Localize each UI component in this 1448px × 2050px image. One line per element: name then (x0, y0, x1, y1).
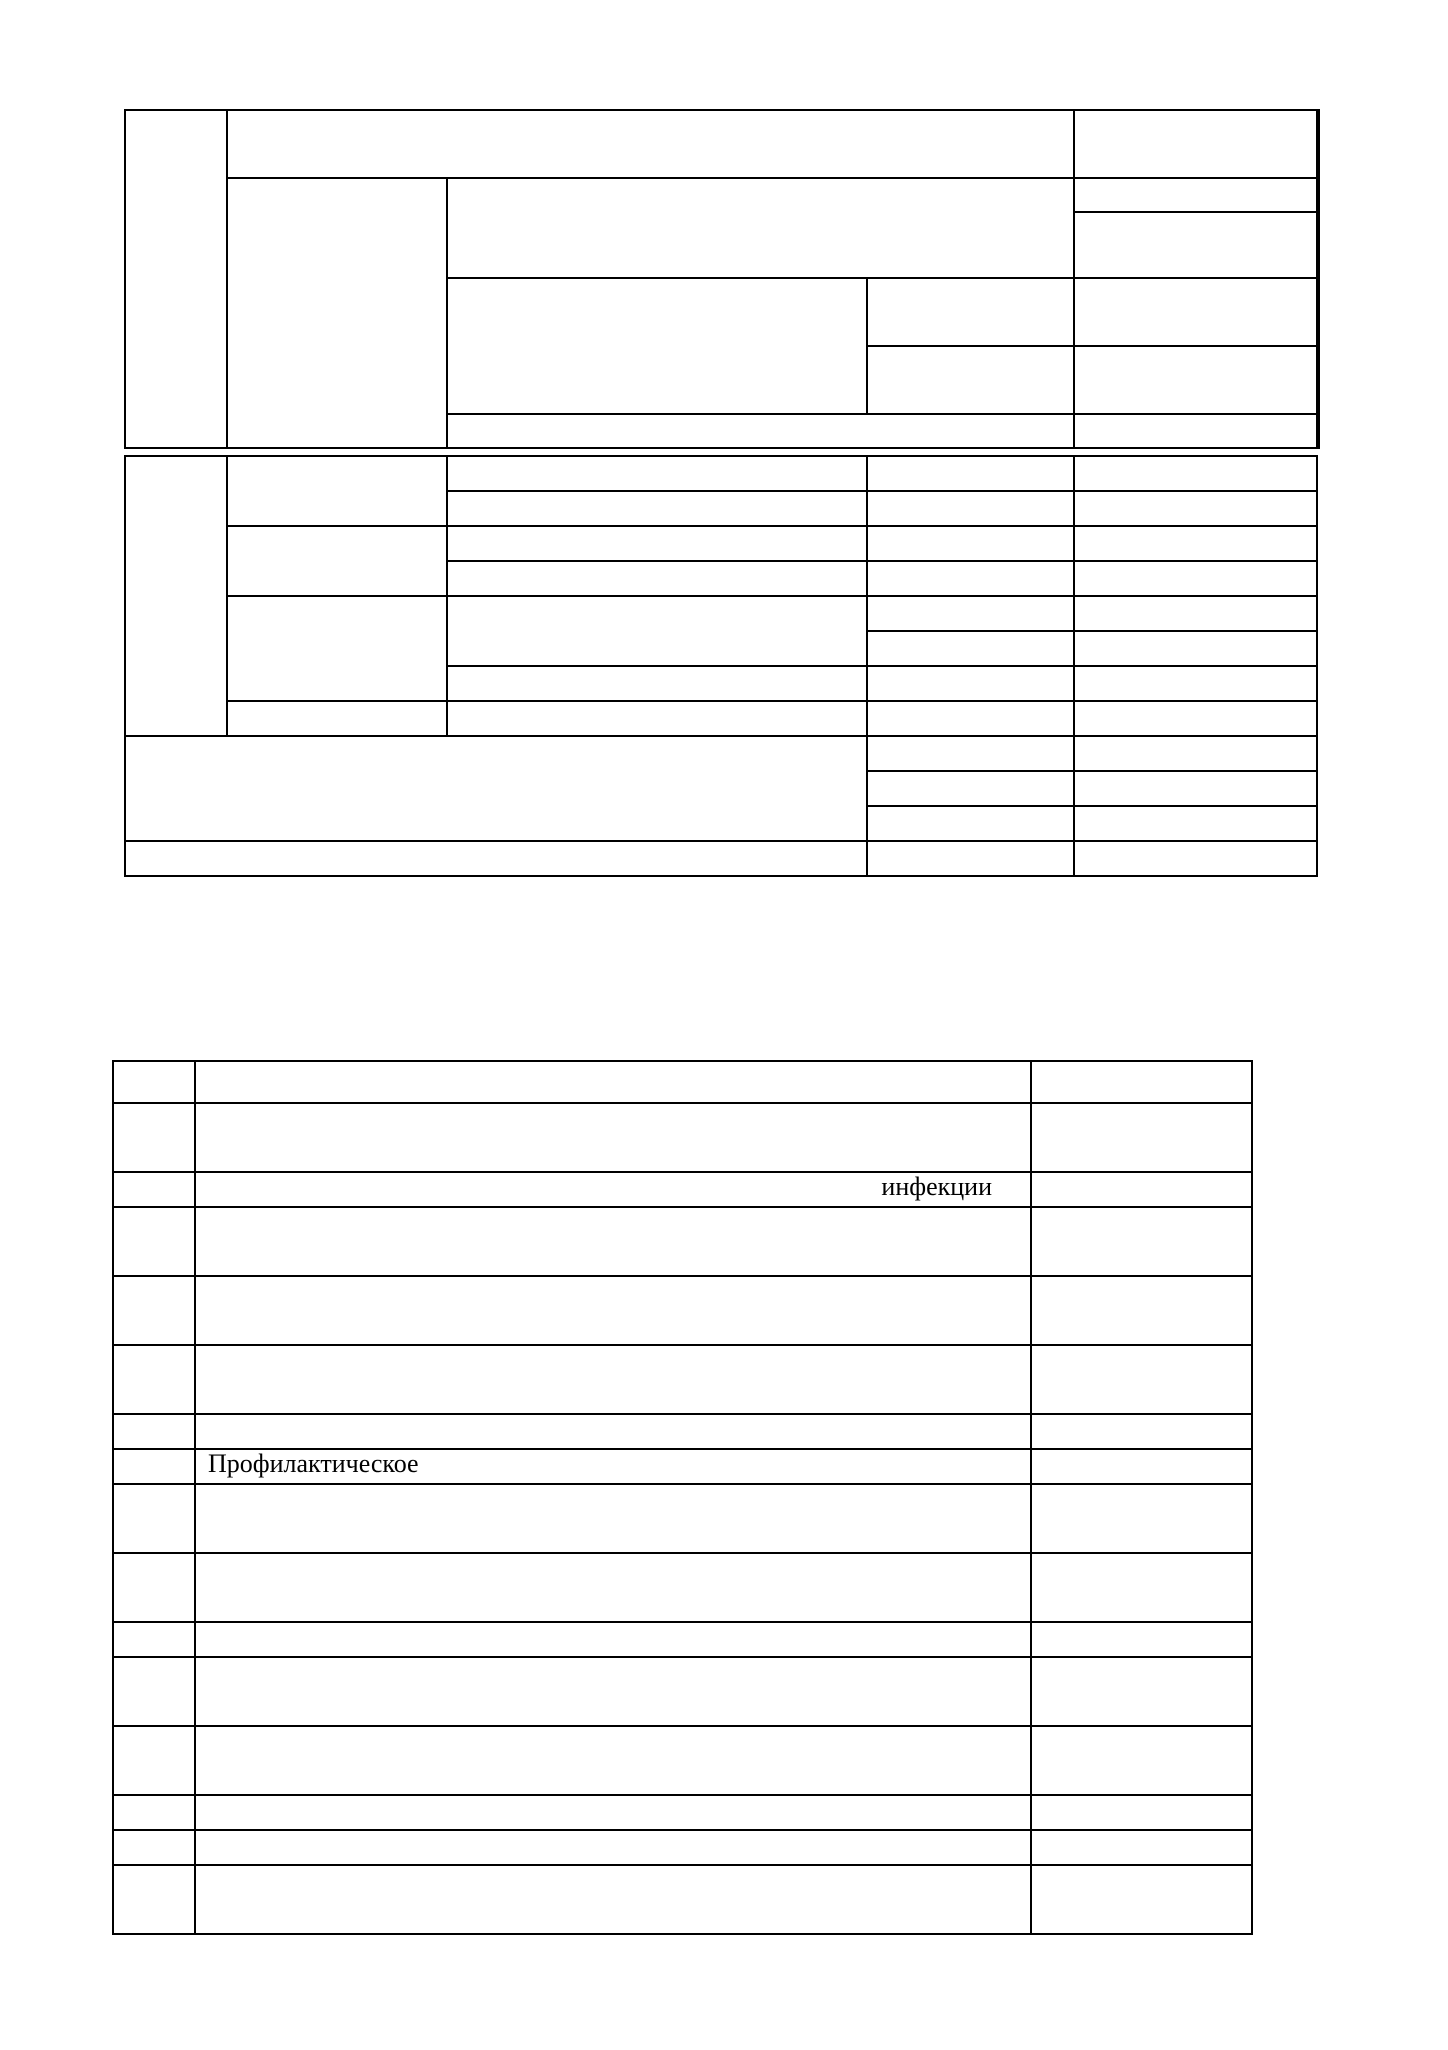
table1-cell (1074, 701, 1317, 736)
table2-cell (113, 1172, 195, 1207)
table1-cell (447, 666, 867, 701)
table2-cell (113, 1865, 195, 1934)
table2-cell (195, 1830, 1031, 1865)
table1-cell (1074, 771, 1317, 806)
table1-cell (1074, 212, 1317, 278)
table2-cell (1031, 1449, 1252, 1484)
table2-cell (195, 1657, 1031, 1726)
lower-table (112, 1060, 1253, 1935)
table1-cell (1317, 278, 1319, 346)
table2-cell (1031, 1103, 1252, 1172)
table2-cell (1031, 1172, 1252, 1207)
table1-cell (227, 526, 447, 596)
table1-cell (867, 491, 1074, 526)
table1-cell (1074, 414, 1317, 448)
table2-cell (113, 1726, 195, 1795)
table2-cell (1031, 1865, 1252, 1934)
table2-cell (1031, 1345, 1252, 1414)
table1-cell (1074, 806, 1317, 841)
table2-cell (195, 1061, 1031, 1103)
table1-cell (867, 666, 1074, 701)
table1-cell (447, 561, 867, 596)
table1-cell (867, 806, 1074, 841)
table1-cell (447, 278, 867, 414)
table1-cell (1074, 456, 1317, 491)
table2-cell (1031, 1830, 1252, 1865)
table2-cell (195, 1795, 1031, 1830)
table1-cell (1074, 561, 1317, 596)
table2-cell (113, 1657, 195, 1726)
table2-cell (1031, 1484, 1252, 1553)
table2-cell (195, 1865, 1031, 1934)
table1-cell (1317, 178, 1319, 212)
table2-cell (113, 1061, 195, 1103)
table1-cell (1074, 666, 1317, 701)
table1-cell (867, 701, 1074, 736)
table2-cell (195, 1414, 1031, 1449)
table1-cell (1074, 841, 1317, 876)
table1-cell (867, 841, 1074, 876)
table2-cell (1031, 1726, 1252, 1795)
row-text: Профилактическое (208, 1449, 419, 1478)
table1-cell (447, 701, 867, 736)
table1-cell (447, 526, 867, 561)
table2-cell (1031, 1622, 1252, 1657)
table1-cell (125, 736, 867, 841)
table2-cell (195, 1622, 1031, 1657)
table1-cell (867, 631, 1074, 666)
table2-cell (195, 1103, 1031, 1172)
table1-cell (867, 561, 1074, 596)
table1-cell (1317, 414, 1319, 448)
table1-cell (447, 491, 867, 526)
table2-cell (113, 1276, 195, 1345)
table1-cell (867, 526, 1074, 561)
table1-cell (227, 596, 447, 701)
table2-cell (113, 1830, 195, 1865)
table2-cell (1031, 1061, 1252, 1103)
table1-cell (1074, 178, 1317, 212)
table1-cell (125, 456, 227, 736)
table1-cell (447, 178, 1074, 278)
table2-cell (1031, 1795, 1252, 1830)
table1-cell (1074, 346, 1317, 414)
table2-cell (113, 1449, 195, 1484)
table2-cell (113, 1484, 195, 1553)
table1-cell (1317, 346, 1319, 414)
table1-cell (867, 346, 1074, 414)
table1-cell (1317, 110, 1319, 178)
table1-cell (867, 771, 1074, 806)
table1-cell (125, 841, 867, 876)
table2-cell (195, 1207, 1031, 1276)
table1-cell (1074, 736, 1317, 771)
table1-cell (125, 110, 227, 448)
table2-cell (113, 1345, 195, 1414)
table2-cell (113, 1622, 195, 1657)
table1-cell (867, 456, 1074, 491)
table1-cell (867, 736, 1074, 771)
table1-cell (227, 456, 447, 526)
table2-cell (1031, 1414, 1252, 1449)
table2-cell (1031, 1553, 1252, 1622)
table1-cell (867, 596, 1074, 631)
upper-table-lower-block (124, 455, 1318, 877)
table1-cell (447, 456, 867, 491)
table2-cell (113, 1553, 195, 1622)
table1-cell (1074, 631, 1317, 666)
table1-cell (1074, 110, 1317, 178)
table2-cell (113, 1103, 195, 1172)
table1-cell (1074, 596, 1317, 631)
row-text: инфекции (881, 1172, 992, 1201)
table1-cell (1317, 212, 1319, 278)
table2-cell (1031, 1207, 1252, 1276)
table2-cell (113, 1207, 195, 1276)
table1-cell (867, 278, 1074, 346)
table1-cell (1074, 526, 1317, 561)
table1-cell (1074, 278, 1317, 346)
table2-cell (195, 1276, 1031, 1345)
table1-cell (447, 414, 1074, 448)
table2-cell (1031, 1657, 1252, 1726)
table2-cell (113, 1795, 195, 1830)
table1-cell (1074, 491, 1317, 526)
table1-cell (227, 110, 1074, 178)
upper-table (124, 109, 1320, 449)
table2-cell (195, 1726, 1031, 1795)
table2-cell (1031, 1276, 1252, 1345)
table2-cell (195, 1484, 1031, 1553)
table2-cell (195, 1553, 1031, 1622)
table2-text-cell (195, 1172, 1031, 1207)
table2-cell (113, 1414, 195, 1449)
table1-cell (227, 178, 447, 448)
table2-text-cell (195, 1449, 1031, 1484)
table2-cell (195, 1345, 1031, 1414)
table1-cell (447, 596, 867, 666)
table1-cell (227, 701, 447, 736)
